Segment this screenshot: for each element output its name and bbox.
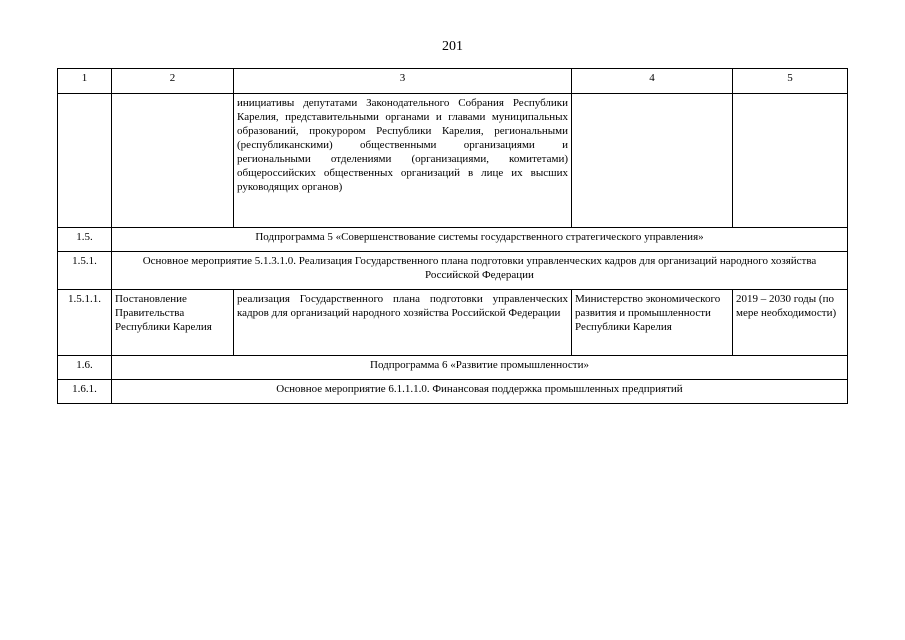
continuation-num-cell (58, 94, 112, 228)
table-row-1-5-1-1 (58, 290, 848, 356)
header-col-4: 4 (572, 69, 733, 94)
description-cell: реализация Государственного плана подготовки управленческих кадров для организаций народного хозяйства Российской Федерации (234, 290, 572, 356)
term-cell: 2019 – 2030 годы (по мере необходимости) (733, 290, 848, 356)
page-number: 201 (442, 39, 463, 54)
table-row-1-5-1 (58, 252, 848, 290)
continuation-desc-cell: инициативы депутатами Законодательного Собрания Республики Карелия, представительными органами и главами муниципальных образований, прокурором Республики Карелия, региональными (республиканскими) общественными организациями и региональными отделениями (организациями, комитетами) общероссийских общественных организаций в лице их высших руководящих органов) (234, 94, 572, 228)
row-number: 1.5.1. (58, 252, 112, 290)
table-row-1-6 (58, 356, 848, 380)
main-measure-title: Основное мероприятие 6.1.1.1.0. Финансовая поддержка промышленных предприятий (112, 380, 848, 404)
continuation-term-cell (733, 94, 848, 228)
header-col-5: 5 (733, 69, 848, 94)
header-col-3: 3 (234, 69, 572, 94)
header-row (58, 69, 848, 94)
table-row-1-6-1 (58, 380, 848, 404)
main-measure-title: Основное мероприятие 5.1.3.1.0. Реализация Государственного плана подготовки управленческих кадров для организаций народного хозяйства Российской Федерации (112, 252, 848, 290)
table-row-1-5 (58, 228, 848, 252)
row-number: 1.6.1. (58, 380, 112, 404)
executor-cell: Министерство экономического развития и промышленности Республики Карелия (572, 290, 733, 356)
subprogram-title: Подпрограмма 5 «Совершенствование системы государственного стратегического управления» (112, 228, 848, 252)
header-col-2: 2 (112, 69, 234, 94)
header-col-1: 1 (58, 69, 112, 94)
document-cell: Постановление Правительства Республики Карелия (112, 290, 234, 356)
row-number: 1.5.1.1. (58, 290, 112, 356)
continuation-doc-cell (112, 94, 234, 228)
continuation-executor-cell (572, 94, 733, 228)
continuation-row (58, 94, 848, 228)
row-number: 1.6. (58, 356, 112, 380)
measures-table (57, 68, 848, 404)
row-number: 1.5. (58, 228, 112, 252)
subprogram-title: Подпрограмма 6 «Развитие промышленности» (112, 356, 848, 380)
